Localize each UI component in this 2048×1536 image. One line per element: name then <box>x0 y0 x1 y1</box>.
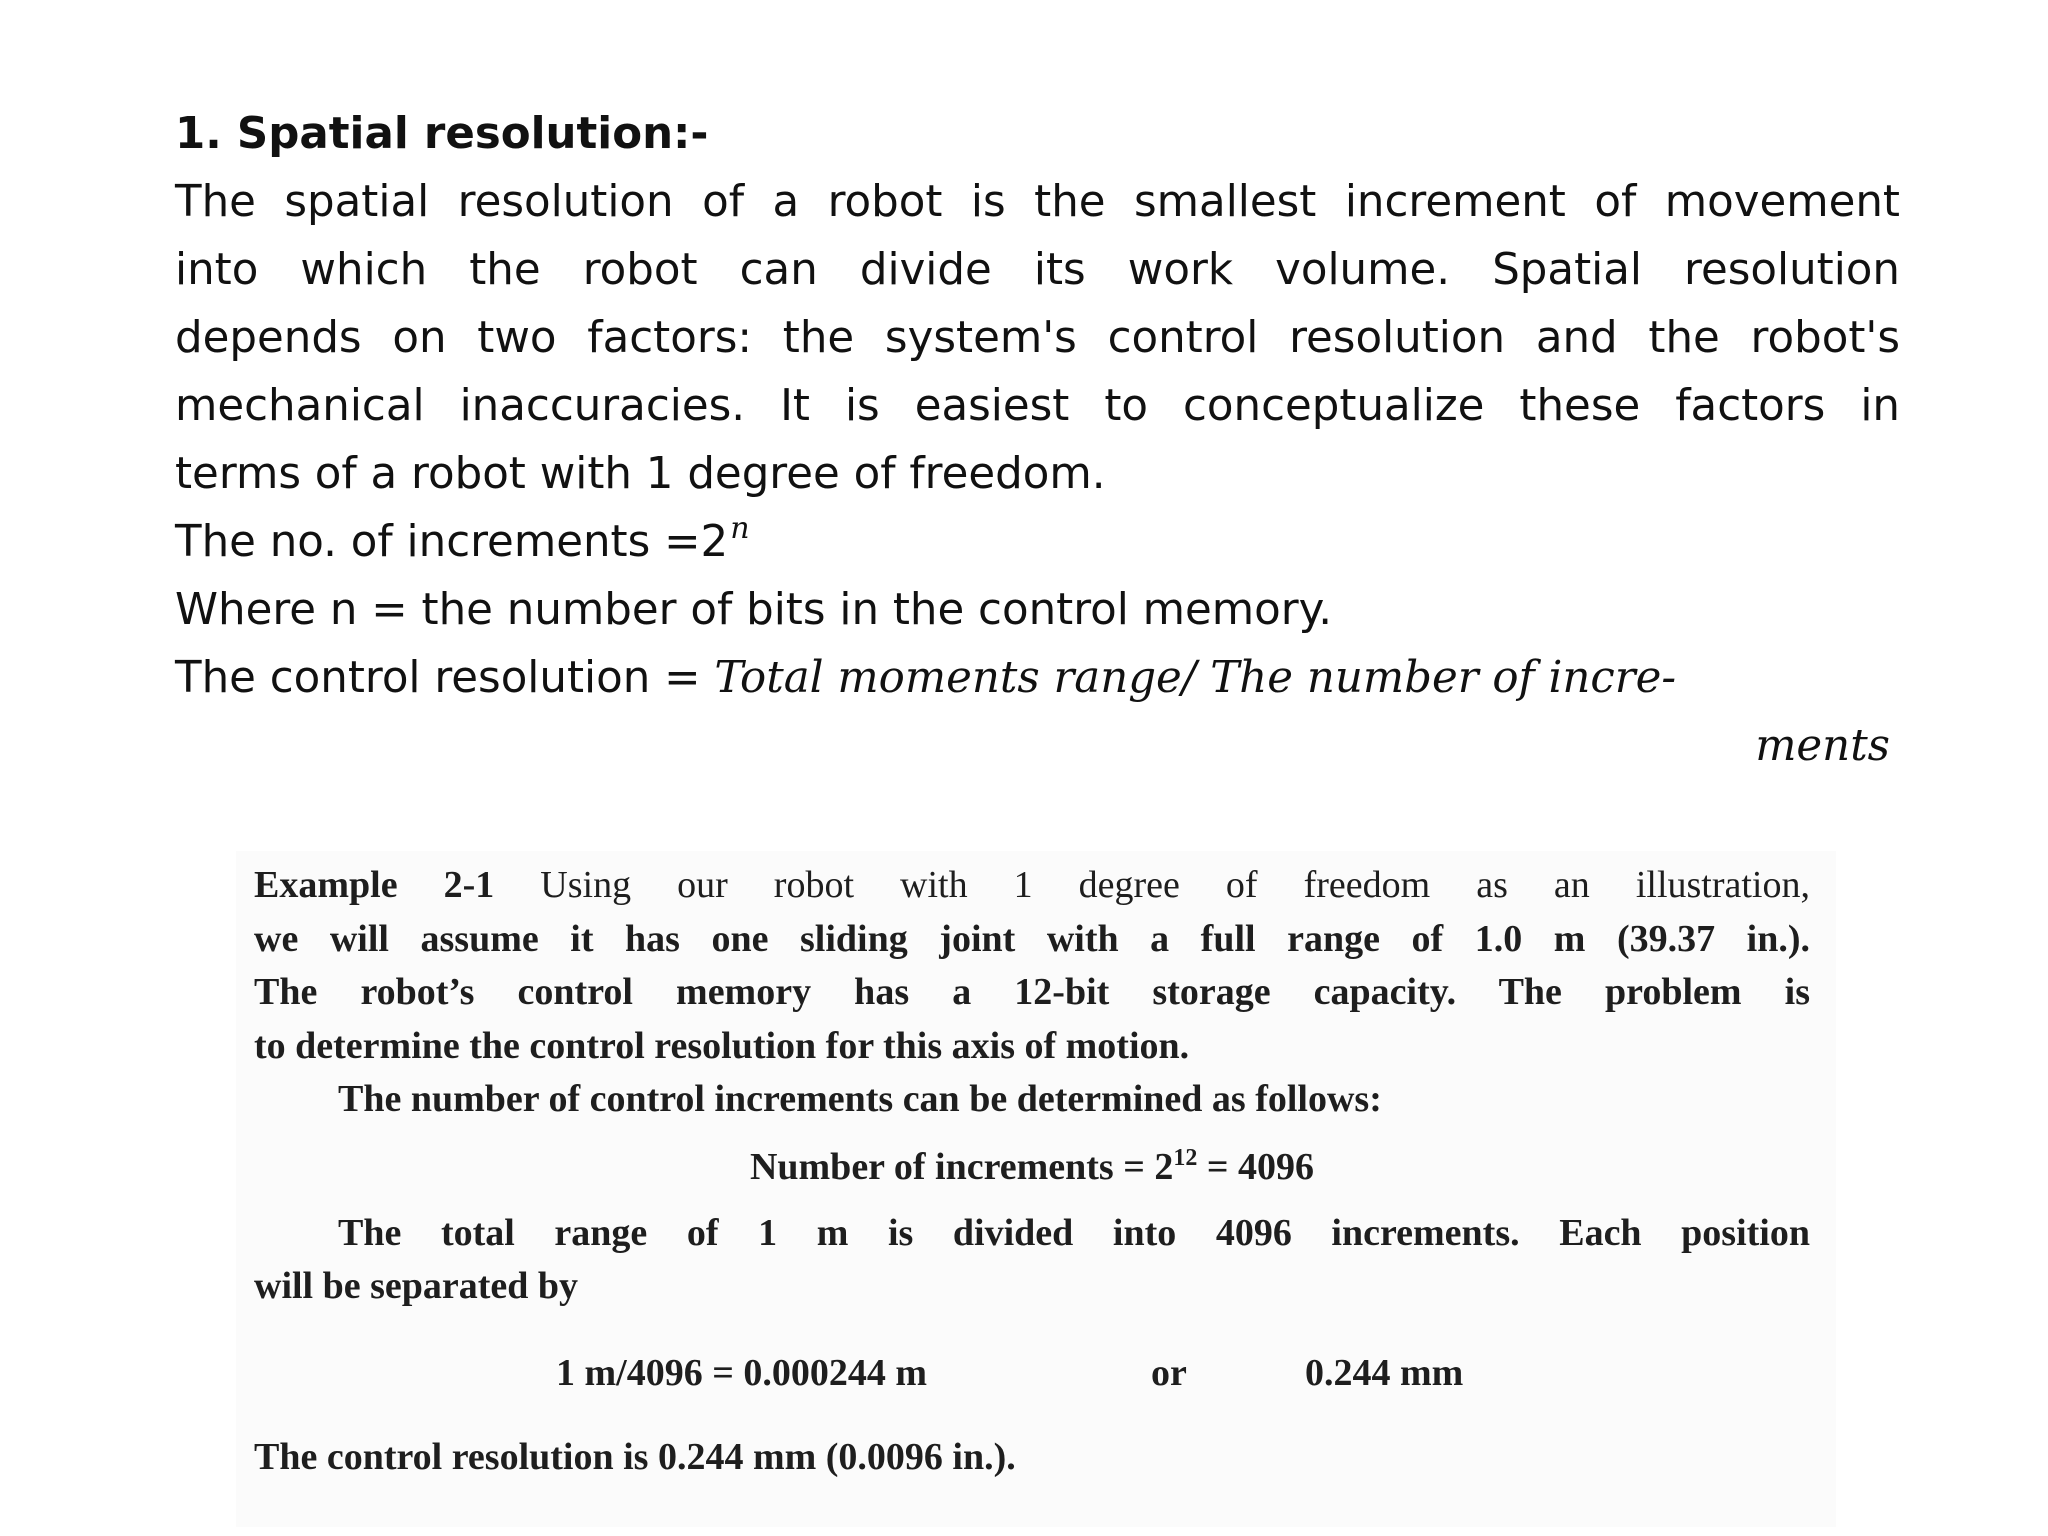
increments-prefix: The no. of increments =2 <box>175 517 729 567</box>
spatial-resolution-section <box>175 100 1900 780</box>
control-formula-wrap: ments <box>1755 721 1890 771</box>
increments-exponent: n <box>730 511 750 546</box>
paragraph-line: mechanical inaccuracies. It is easiest to conceptualize these factors in <box>175 381 1900 431</box>
where-definition: Where n = the number of bits in the control memory. <box>175 585 1333 635</box>
example-conclusion: The control resolution is 0.244 mm (0.0096 in.). <box>254 1436 1016 1478</box>
control-formula: Total moments range/ The number of incre- <box>714 653 1677 703</box>
increments-formula <box>175 508 1900 576</box>
paragraph-line: depends on two factors: the system's control resolution and the robot's <box>175 313 1900 363</box>
example-line: will be separated by <box>254 1265 579 1307</box>
example-scan <box>236 851 1836 1527</box>
example-line: The number of control increments can be determined as follows: <box>338 1078 1382 1120</box>
result-meters: 1 m/4096 = 0.000244 m <box>556 1352 928 1394</box>
result-millimeters: 0.244 mm <box>1305 1352 1464 1394</box>
equation-prefix: Number of increments = 2 <box>749 1145 1174 1188</box>
example-line1-text: Using our robot with 1 degree of freedom as an illustration, <box>540 864 1810 906</box>
definition-paragraph <box>175 168 1900 508</box>
example-line: to determine the control resolution for this axis of motion. <box>254 1024 1190 1067</box>
example-line: we will assume it has one sliding joint with a full range of 1.0 m (39.37 in.). <box>254 917 1810 960</box>
paragraph-line: terms of a robot with 1 degree of freedom. <box>175 449 1106 499</box>
control-prefix: The control resolution = <box>175 653 715 703</box>
example-line: The robot’s control memory has a 12-bit storage capacity. The problem is <box>254 971 1810 1013</box>
example-line <box>254 859 1810 913</box>
equation-exponent: 12 <box>1173 1144 1198 1171</box>
example-text <box>254 859 1810 1314</box>
equation-suffix: = 4096 <box>1197 1145 1315 1188</box>
result-or: or <box>1151 1352 1187 1394</box>
result-equation <box>556 1351 1656 1411</box>
paragraph-line: into which the robot can divide its work volume. Spatial resolution <box>175 245 1900 295</box>
example-label: Example 2-1 <box>254 864 495 906</box>
paragraph-line: The spatial resolution of a robot is the smallest increment of movement <box>175 177 1900 227</box>
control-resolution-formula <box>175 644 1900 712</box>
example-line: The total range of 1 m is divided into 4096 increments. Each position <box>338 1211 1810 1254</box>
increments-equation <box>254 1127 1810 1207</box>
section-heading: 1. Spatial resolution:- <box>175 109 709 159</box>
